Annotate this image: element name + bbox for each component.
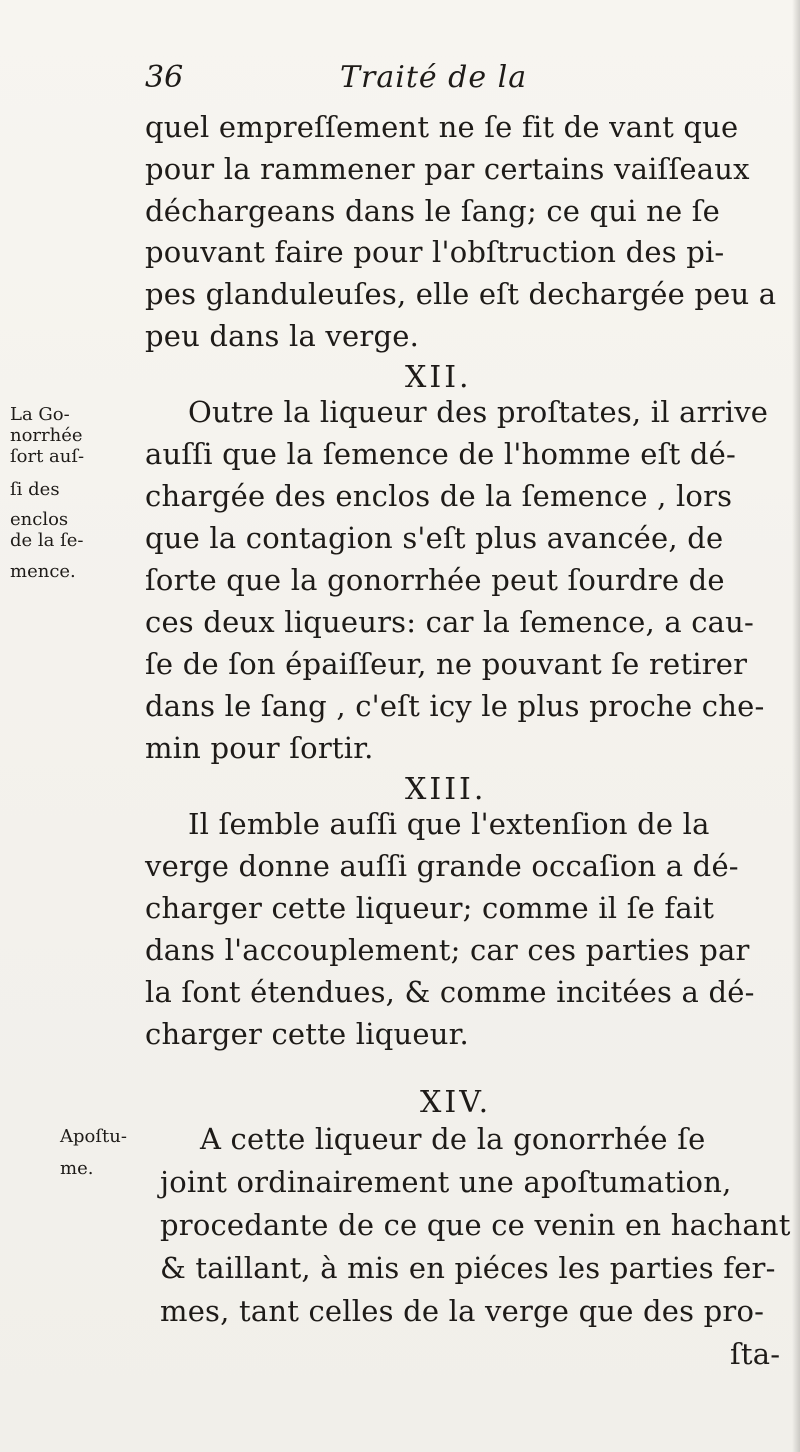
text-line: quel empreſſement ne ſe fit de vant que: [145, 110, 739, 144]
margin-note-line: La Go-: [10, 404, 70, 425]
running-header: [145, 60, 765, 100]
text-line: dans le ſang , c'eſt icy le plus proche che-: [145, 689, 765, 723]
text-line: A cette liqueur de la gonorrhée ſe: [200, 1122, 706, 1156]
margin-note-line: mence.: [10, 561, 76, 582]
text-line: mes, tant celles de la verge que des pro-: [160, 1294, 765, 1328]
running-title: Traité de la: [340, 60, 528, 95]
text-line: pour la rammener par certains vaiſſeaux: [145, 152, 750, 186]
text-line: que la contagion s'eſt plus avancée, de: [145, 521, 724, 555]
catchword: ſta-: [730, 1337, 781, 1371]
text-line: min pour ſortir.: [145, 731, 374, 765]
text-line: ſorte que la gonorrhée peut ſourdre de: [145, 563, 725, 597]
text-line: joint ordinairement une apoſtumation,: [160, 1165, 732, 1199]
text-line: pouvant faire pour l'obſtruction des pi-: [145, 235, 725, 269]
text-line: ces deux liqueurs: car la ſemence, a cau-: [145, 605, 755, 639]
text-line: la ſont étendues, & comme incitées a dé-: [145, 975, 755, 1009]
text-line: dans l'accouplement; car ces parties par: [145, 933, 750, 967]
margin-note-line: de la ſe-: [10, 530, 84, 551]
text-line: peu dans la verge.: [145, 319, 419, 353]
margin-note-line: enclos: [10, 509, 69, 530]
margin-note-line: me.: [60, 1158, 94, 1179]
text-line: pes glanduleuſes, elle eſt dechargée peu a: [145, 277, 777, 311]
section-heading: XIV.: [420, 1085, 492, 1120]
text-line: & taillant, à mis en piéces les parties fer-: [160, 1251, 776, 1285]
text-line: ſe de ſon épaiſſeur, ne pouvant ſe retirer: [145, 647, 748, 681]
text-line: Il ſemble auſſi que l'extenſion de la: [188, 807, 710, 841]
margin-note-line: Apoſtu-: [60, 1126, 127, 1147]
margin-note-line: norrhée: [10, 425, 83, 446]
text-line: chargée des enclos de la ſemence , lors: [145, 479, 733, 513]
text-line: verge donne auſſi grande occaſion a dé-: [145, 849, 739, 883]
text-line: auſſi que la ſemence de l'homme eſt dé-: [145, 437, 736, 471]
section-heading: XIII.: [405, 772, 487, 807]
text-line: déchargeans dans le ſang; ce qui ne ſe: [145, 194, 721, 228]
page-edge-shadow: [792, 0, 800, 1452]
page-number: 36: [145, 60, 184, 95]
margin-note-line: ſi des: [10, 479, 60, 500]
text-line: procedante de ce que ce venin en hachant: [160, 1208, 791, 1242]
margin-note-line: ſort auſ-: [10, 446, 85, 467]
text-line: charger cette liqueur; comme il ſe fait: [145, 891, 715, 925]
text-line: charger cette liqueur.: [145, 1017, 469, 1051]
text-line: Outre la liqueur des proſtates, il arrive: [188, 395, 769, 429]
section-heading: XII.: [405, 360, 472, 395]
